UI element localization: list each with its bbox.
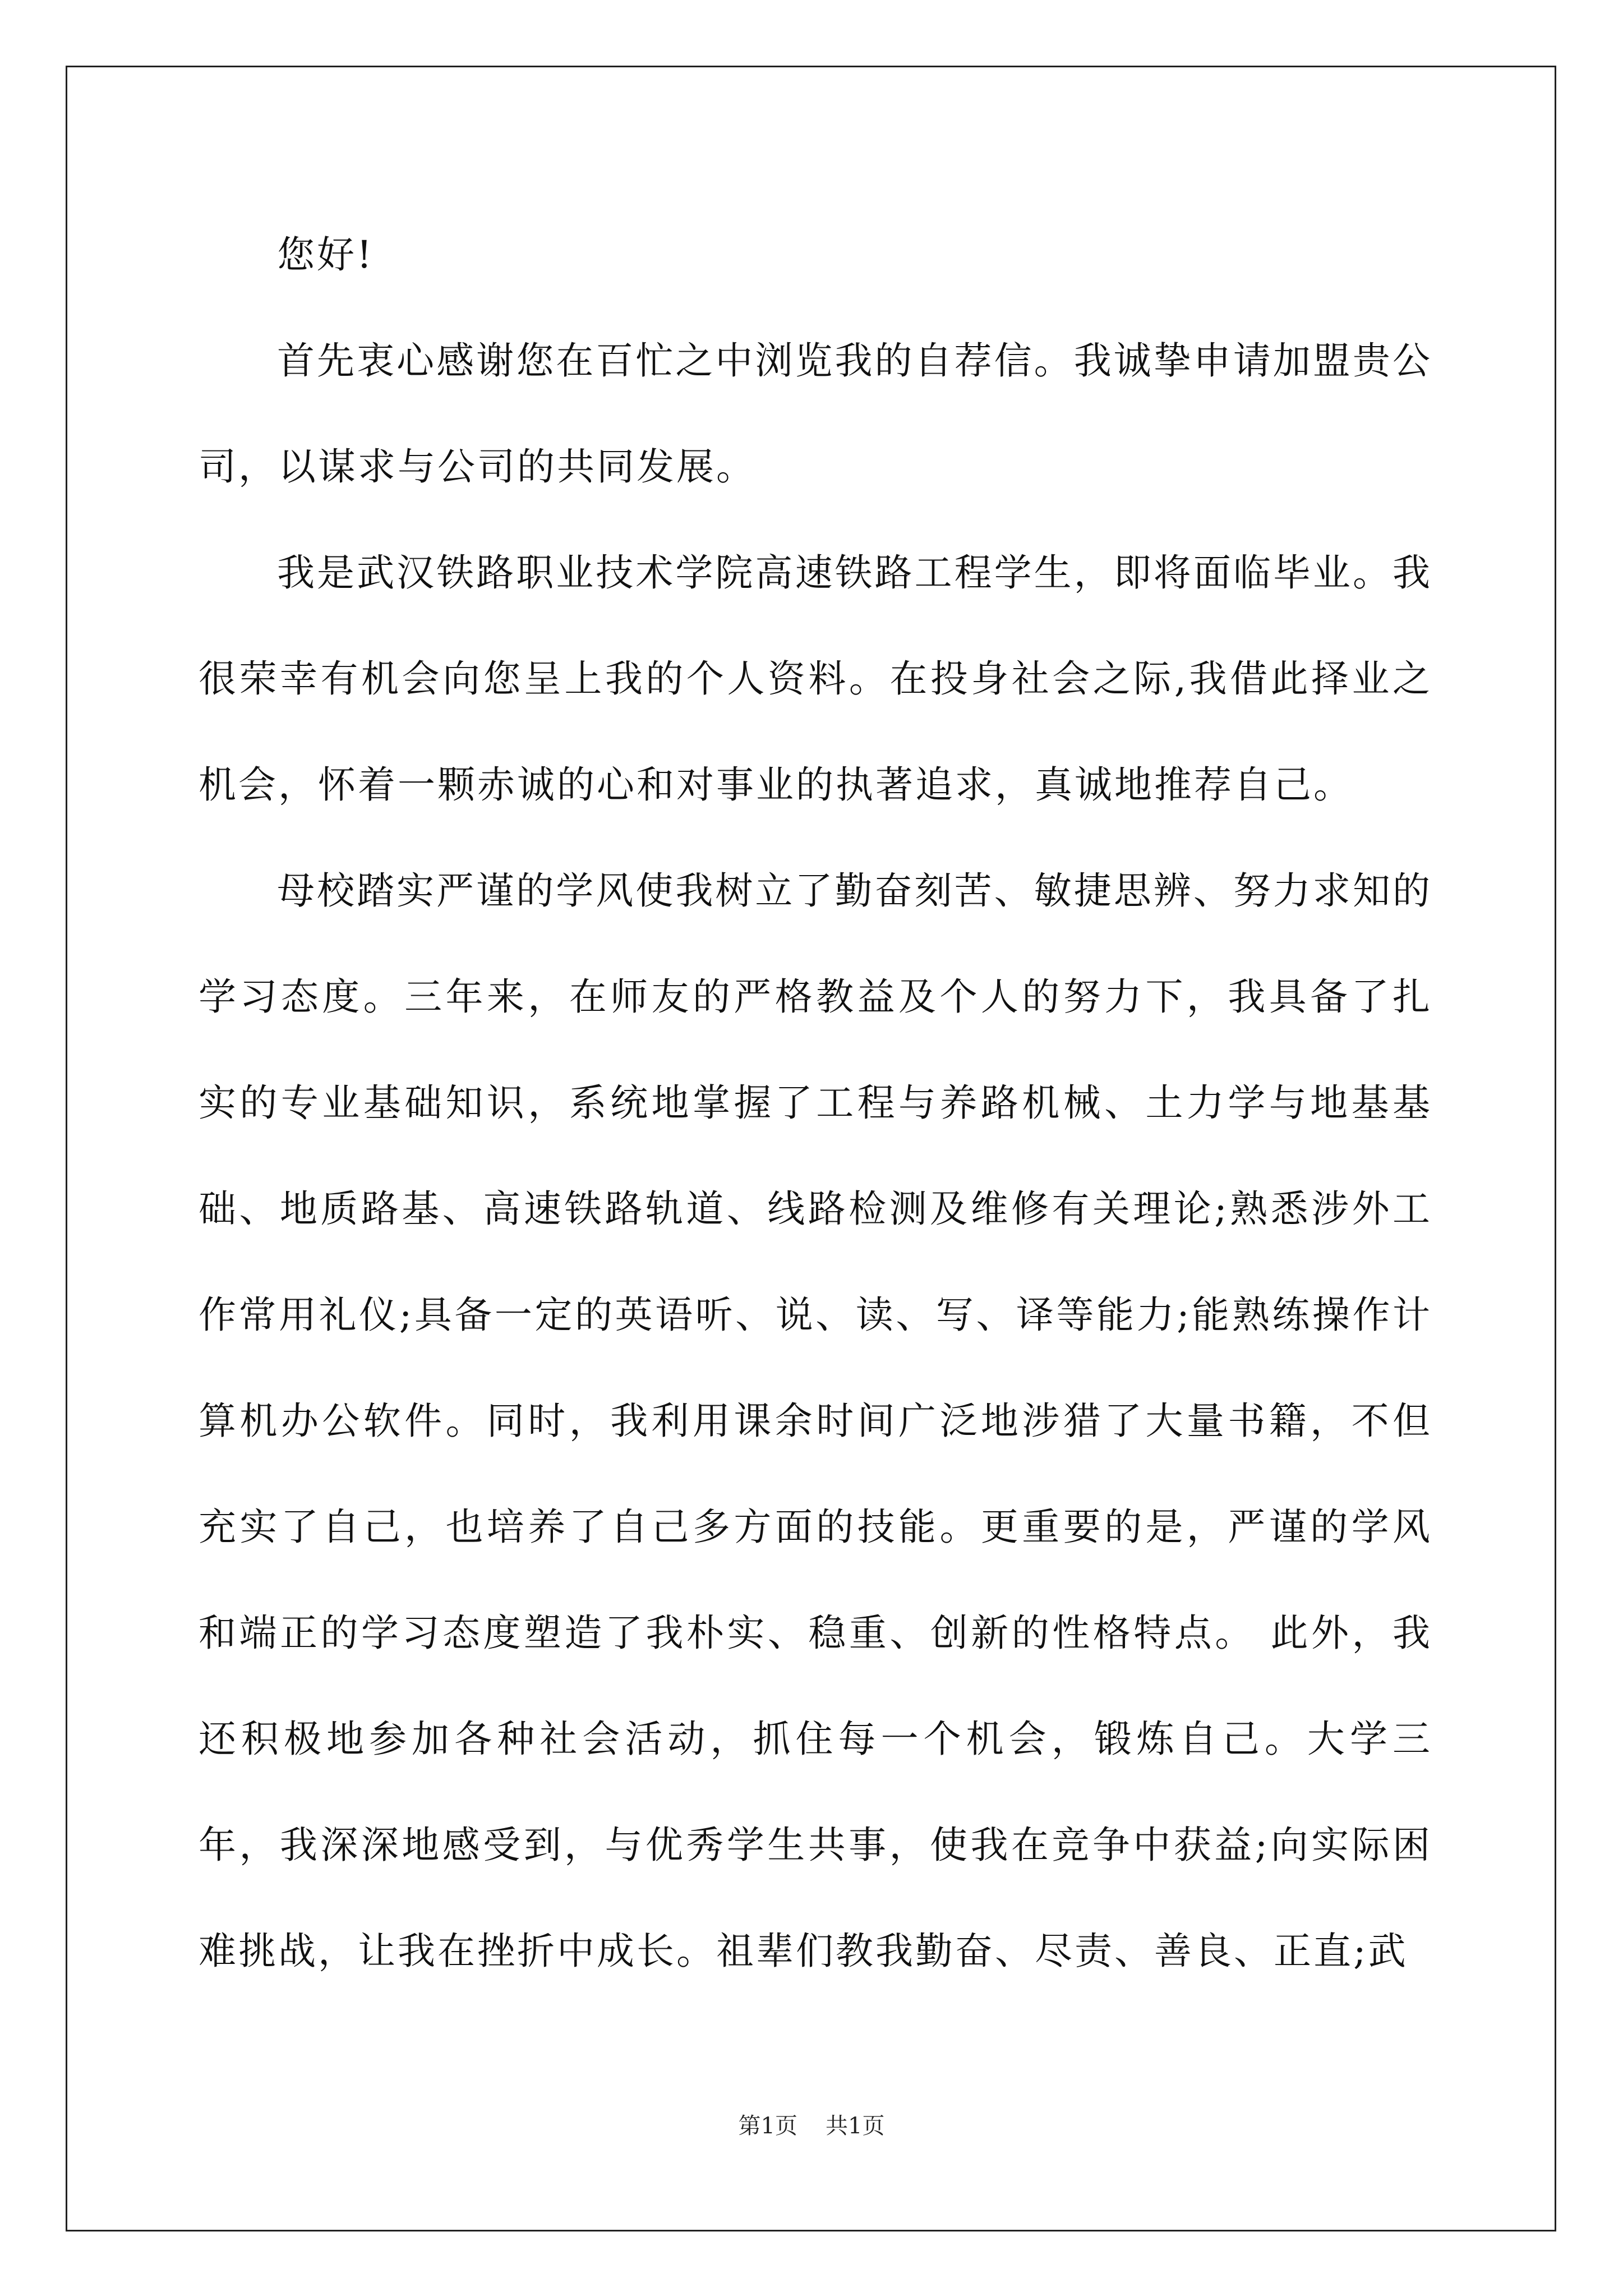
document-body [199,202,1432,2004]
paragraph-education: 母校踏实严谨的学风使我树立了勤奋刻苦、敏捷思辨、努力求知的学习态度。三年来，在师友的严格教益及个人的努力下，我具备了扎实的专业基础知识，系统地掌握了工程与养路机械、土力学与地基基础、地质路基、高速铁路轨道、线路检测及维修有关理论;熟悉涉外工作常用礼仪;具备一定的英语听、说、读、写、译等能力;能熟练操作计算机办公软件。同时，我利用课余时间广泛地涉猎了大量书籍，不但充实了自己，也培养了自己多方面的技能。更重要的是，严谨的学风和端正的学习态度塑造了我朴实、稳重、创新的性格特点。 此外，我还积极地参加各种社会活动，抓住每一个机会，锻炼自己。大学三年，我深深地感受到，与优秀学生共事，使我在竞争中获益;向实际困难挑战，让我在挫折中成长。祖辈们教我勤奋、尽责、善良、正直;武 [199,869,1432,1973]
page-number: 第1页 [738,2113,797,2139]
greeting: 您好! [277,233,374,277]
paragraph-intro: 首先衷心感谢您在百忙之中浏览我的自荐信。我诚挚申请加盟贵公司，以谋求与公司的共同发展。 [199,339,1432,489]
page-count: 共1页 [826,2113,885,2139]
page-footer [0,2109,1623,2143]
paragraph-background: 我是武汉铁路职业技术学院高速铁路工程学生，即将面临毕业。我很荣幸有机会向您呈上我的个人资料。在投身社会之际,我借此择业之机会，怀着一颗赤诚的心和对事业的执著追求，真诚地推荐自己。 [199,551,1432,807]
